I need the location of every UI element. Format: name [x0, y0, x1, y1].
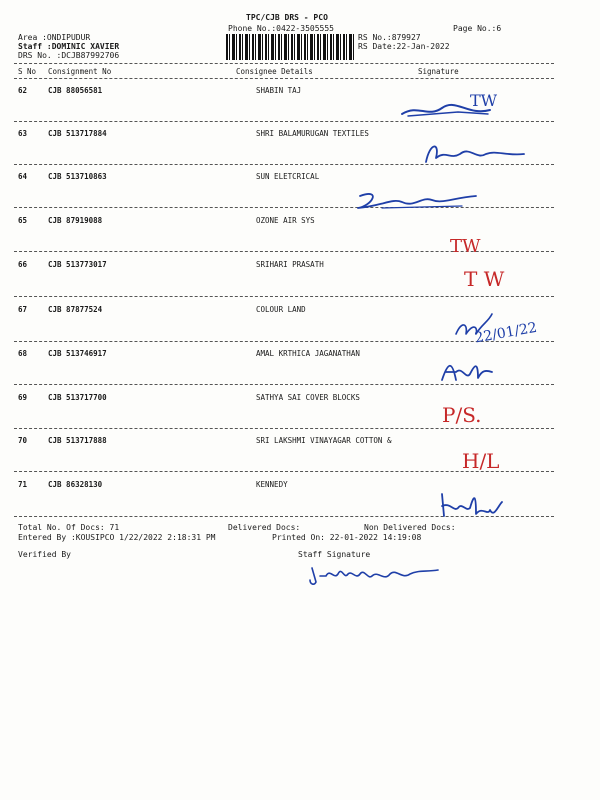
row-consignee: OZONE AIR SYS	[256, 216, 315, 225]
row-consignment: CJB 513717884	[48, 129, 107, 138]
row-divider	[14, 296, 554, 297]
rs-number: RS No.:879927	[358, 33, 421, 42]
non-delivered-docs: Non Delivered Docs:	[364, 523, 456, 532]
delivered-docs: Delivered Docs:	[228, 523, 301, 532]
row-sno: 62	[18, 86, 28, 95]
row-consignment: CJB 88056581	[48, 86, 103, 95]
row-65-handwritten-mark: TW	[450, 236, 481, 257]
row-sno: 67	[18, 305, 28, 314]
row-consignee: AMAL KRTHICA JAGANATHAN	[256, 349, 360, 358]
header-divider-bottom	[14, 78, 554, 79]
row-consignee: SRI LAKSHMI VINAYAGAR COTTON &	[256, 436, 392, 445]
signature-row-68	[438, 356, 498, 386]
column-signature: Signature	[418, 67, 459, 76]
area-field: Area :ONDIPUDUR	[18, 33, 91, 42]
row-consignment: CJB 513746917	[48, 349, 107, 358]
staff-field: Staff :DOMINIC XAVIER	[18, 42, 120, 51]
row-consignee: SHRI BALAMURUGAN TEXTILES	[256, 129, 369, 138]
row-70-handwritten-mark: H/L	[462, 449, 500, 473]
signature-row-71	[436, 488, 506, 520]
row-66-handwritten-mark: T W	[464, 267, 505, 291]
row-sno: 63	[18, 129, 28, 138]
row-sno: 68	[18, 349, 28, 358]
row-sno: 65	[18, 216, 28, 225]
total-docs: Total No. Of Docs: 71	[18, 523, 120, 532]
row-consignment: CJB 87919088	[48, 216, 103, 225]
row-sno: 71	[18, 480, 28, 489]
signature-row-63	[420, 138, 530, 168]
page-number: Page No.:6	[453, 24, 502, 33]
row-consignee: SHABIN TAJ	[256, 86, 302, 95]
row-consignee: SRIHARI PRASATH	[256, 260, 324, 269]
row-consignment: CJB 513717700	[48, 393, 107, 402]
row-69-handwritten-mark: P/S.	[442, 403, 482, 427]
row-consignee: SUN ELETCRICAL	[256, 172, 320, 181]
row-sno: 66	[18, 260, 28, 269]
row-consignee: COLOUR LAND	[256, 305, 306, 314]
signature-row-69	[440, 398, 490, 428]
row-consignment: CJB 86328130	[48, 480, 103, 489]
verified-by: Verified By	[18, 550, 71, 559]
row-sno: 64	[18, 172, 28, 181]
phone-number: Phone No.:0422-3505555	[228, 24, 334, 33]
column-consignment: Consignment No	[48, 67, 112, 76]
row-consignee: SATHYA SAI COVER BLOCKS	[256, 393, 360, 402]
signature-row-64	[352, 186, 482, 216]
printed-on: Printed On: 22-01-2022 14:19:08	[272, 533, 422, 542]
row-consignment: CJB 513773017	[48, 260, 107, 269]
signature-row-70	[460, 444, 520, 474]
row-consignment: CJB 87877524	[48, 305, 103, 314]
barcode	[226, 34, 354, 60]
row-consignment: CJB 513710863	[48, 172, 107, 181]
row-divider	[14, 428, 554, 429]
row-sno: 69	[18, 393, 28, 402]
signature-row-67	[452, 300, 562, 347]
row-sno: 70	[18, 436, 28, 445]
row-67-handwritten-date: 22/01/22	[473, 319, 539, 347]
document-title: TPC/CJB DRS - PCO	[246, 13, 328, 22]
row-consignee: KENNEDY	[256, 480, 288, 489]
row-62-handwritten-mark: TW	[470, 91, 498, 110]
staff-signature	[306, 560, 446, 590]
column-consignee: Consignee Details	[236, 67, 313, 76]
rs-date: RS Date:22-Jan-2022	[358, 42, 450, 51]
signature-row-65	[446, 230, 496, 258]
column-sno: S No	[18, 67, 37, 76]
staff-signature-label: Staff Signature	[298, 550, 371, 559]
header-divider-top	[14, 63, 554, 64]
drs-number: DRS No. :DCJB87992706	[18, 51, 120, 60]
signature-row-62	[398, 88, 498, 124]
row-consignment: CJB 513717888	[48, 436, 107, 445]
signature-row-66	[460, 262, 520, 292]
entered-by: Entered By :KOUSIPCO 1/22/2022 2:18:31 PM	[18, 533, 216, 542]
